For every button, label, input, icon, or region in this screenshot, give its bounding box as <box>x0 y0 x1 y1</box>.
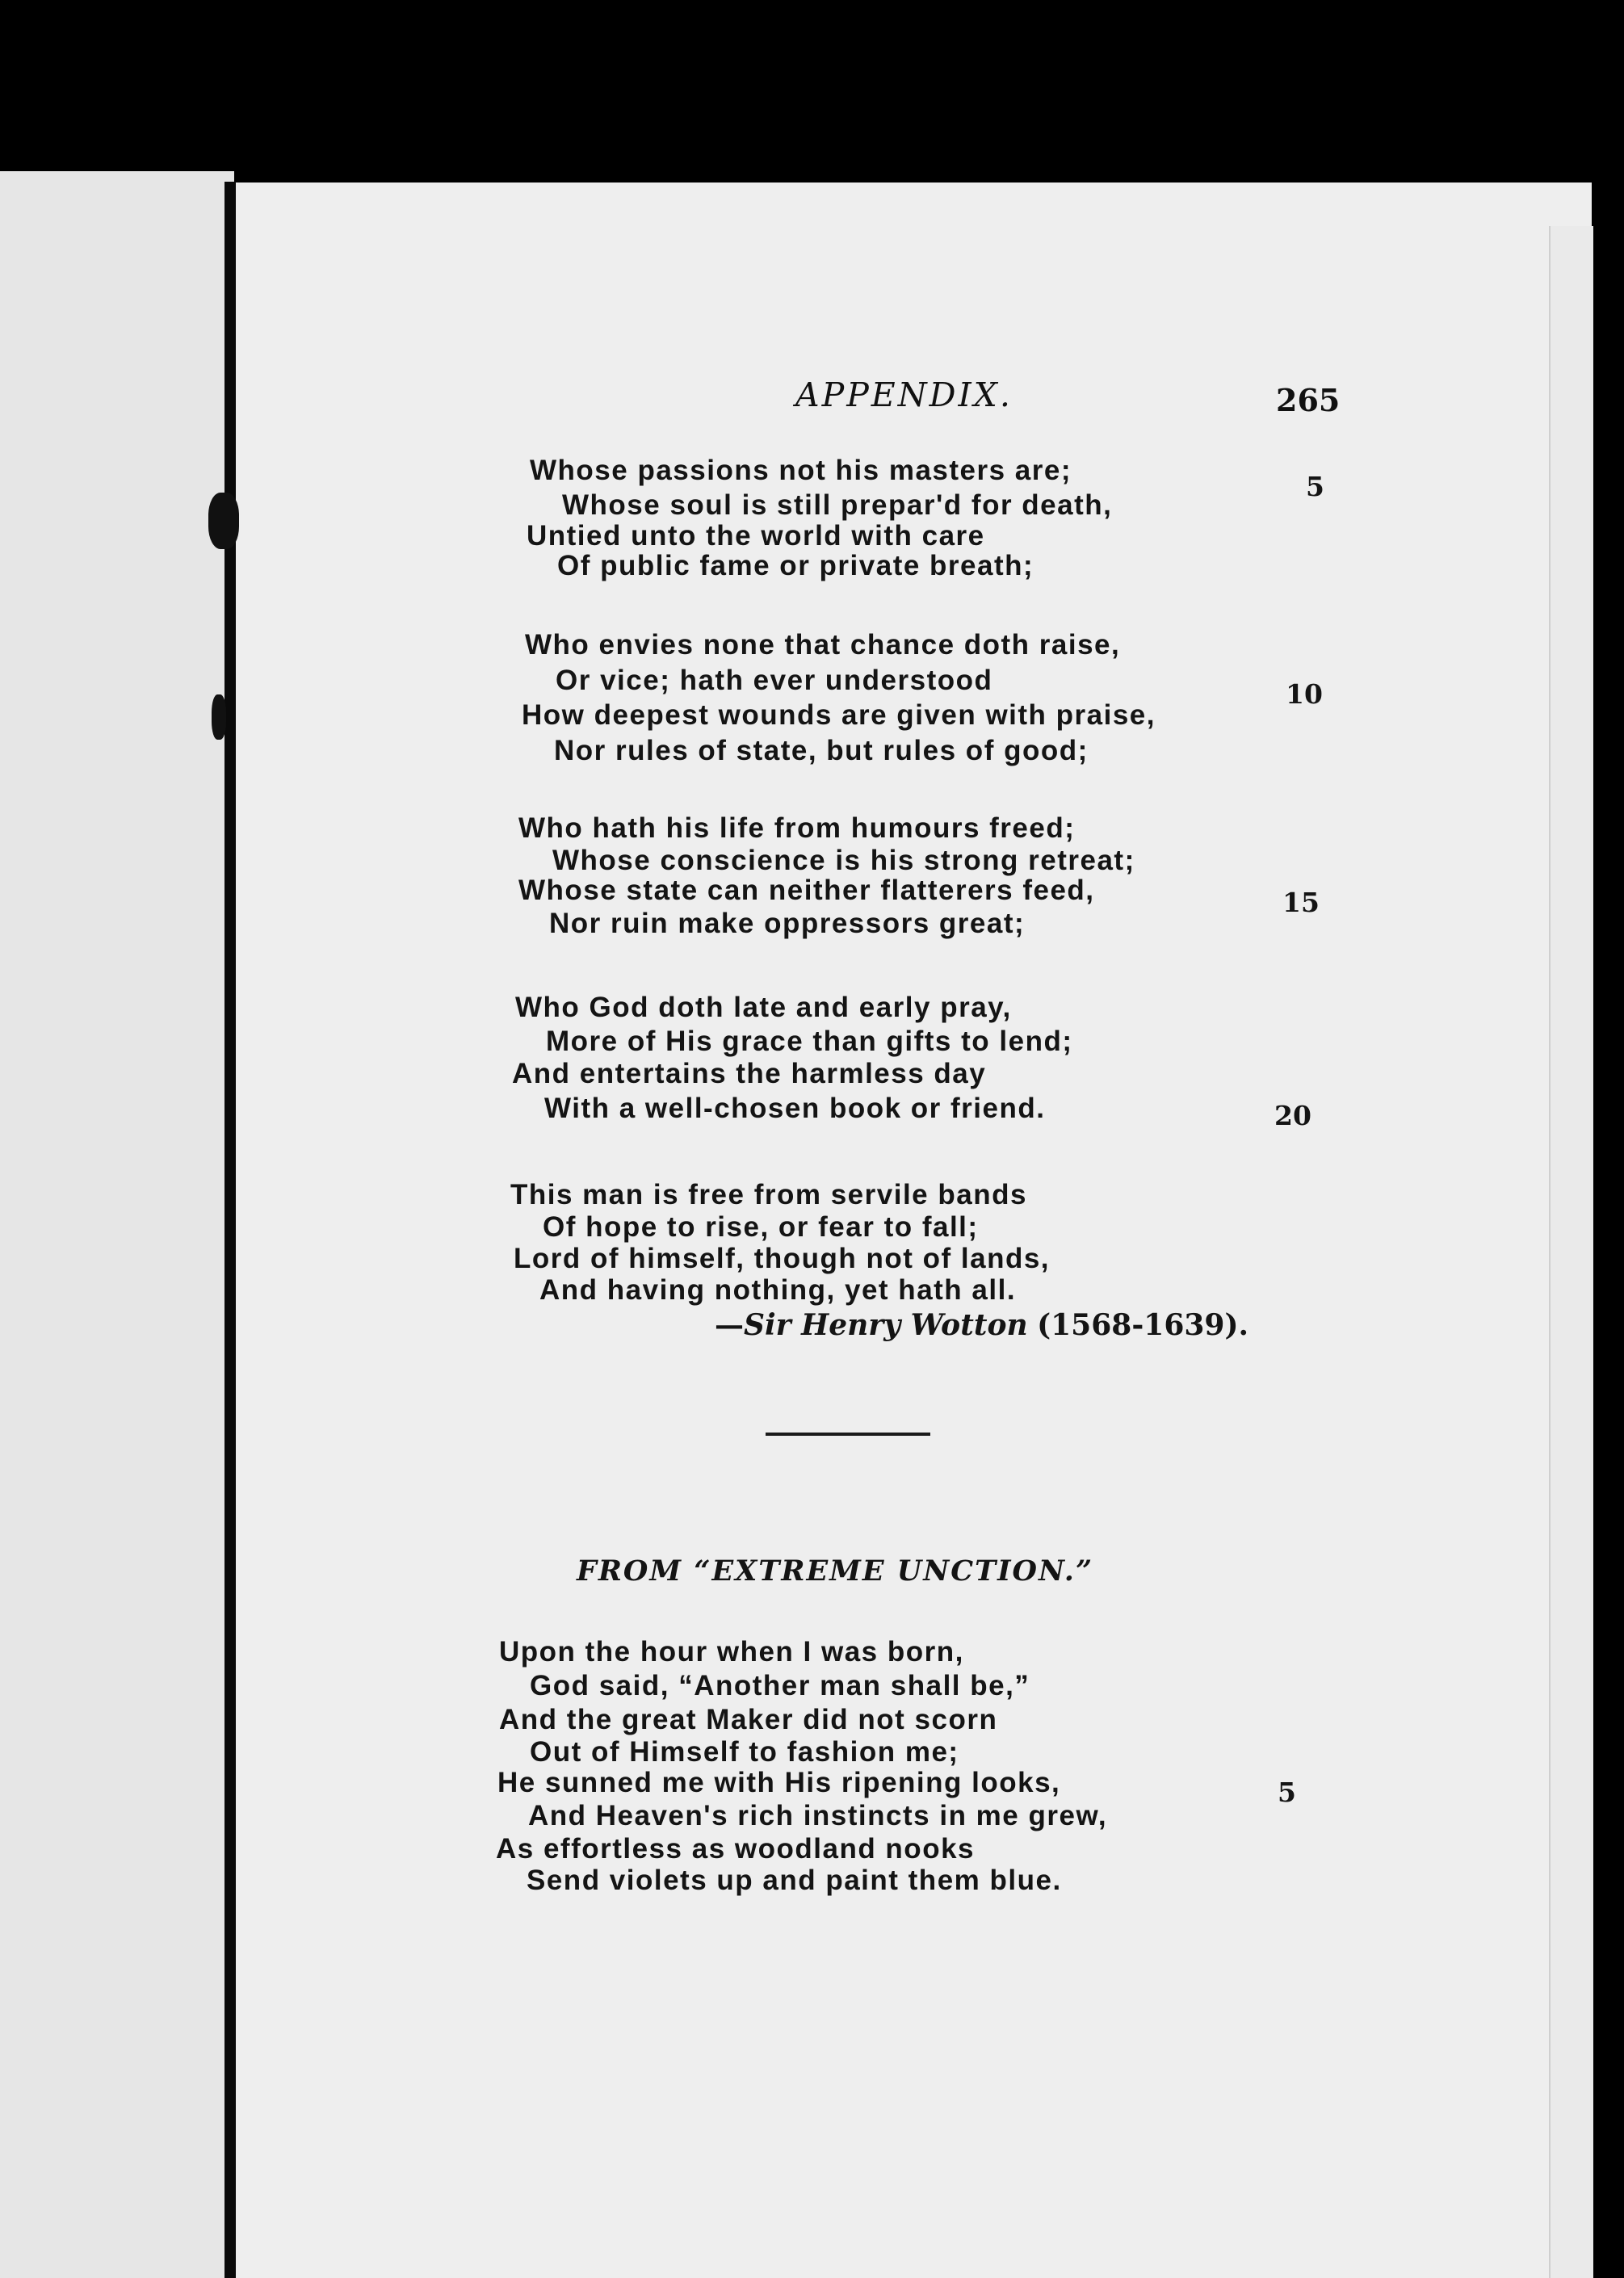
verse-line: Whose passions not his masters are; <box>530 455 1072 486</box>
verse-line: Whose conscience is his strong retreat; <box>552 845 1135 876</box>
verse-line: More of His grace than gifts to lend; <box>546 1026 1073 1057</box>
scan-blot <box>208 493 239 549</box>
verse-line: Lord of himself, though not of lands, <box>514 1243 1051 1274</box>
verse-line: And having nothing, yet hath all. <box>539 1274 1017 1306</box>
verse-line: With a well-chosen book or friend. <box>544 1093 1046 1124</box>
verse-line: Or vice; hath ever understood <box>556 665 993 696</box>
verse-line: And entertains the harmless day <box>512 1058 987 1089</box>
verse-line: Whose soul is still prepar'd for death, <box>562 489 1113 521</box>
verse-line: He sunned me with His ripening looks, <box>497 1767 1061 1798</box>
verse-line: Whose state can neither flatterers feed, <box>518 875 1095 906</box>
attribution-dash: — <box>715 1308 744 1342</box>
verse-line: Of public fame or private breath; <box>557 550 1034 581</box>
verse-line: God said, “Another man shall be,” <box>530 1670 1030 1701</box>
verse-line: Of hope to rise, or fear to fall; <box>543 1211 979 1243</box>
verse-line: How deepest wounds are given with praise, <box>522 699 1156 731</box>
author-dates: (1568-1639). <box>1037 1308 1249 1342</box>
page-number: 265 <box>1276 382 1341 418</box>
line-number: 20 <box>1274 1100 1311 1131</box>
verse-line: Who God doth late and early pray, <box>515 992 1012 1023</box>
line-number: 15 <box>1282 887 1320 918</box>
poem-attribution <box>715 1308 1248 1342</box>
line-number: 10 <box>1286 678 1323 710</box>
page-edge-right <box>1549 226 1593 2278</box>
previous-page-edge <box>0 171 234 2278</box>
author-name: Sir Henry Wotton <box>744 1308 1028 1342</box>
verse-line: Send violets up and paint them blue. <box>527 1865 1062 1896</box>
verse-line: Who hath his life from humours freed; <box>518 812 1076 844</box>
verse-line: Out of Himself to fashion me; <box>530 1736 959 1768</box>
verse-line: Upon the hour when I was born, <box>499 1636 964 1668</box>
verse-line: And Heaven's rich instincts in me grew, <box>528 1800 1108 1831</box>
poem-title: FROM “EXTREME UNCTION.” <box>577 1554 1094 1588</box>
line-number: 5 <box>1278 1777 1296 1808</box>
verse-line: This man is free from servile bands <box>510 1179 1027 1210</box>
verse-line: Who envies none that chance doth raise, <box>525 629 1121 661</box>
line-number: 5 <box>1306 471 1324 502</box>
scan-blot <box>212 694 226 740</box>
section-divider <box>766 1433 930 1436</box>
verse-line: As effortless as woodland nooks <box>496 1833 975 1865</box>
verse-line: Nor ruin make oppressors great; <box>549 908 1026 939</box>
verse-line: Untied unto the world with care <box>527 520 985 552</box>
verse-line: Nor rules of state, but rules of good; <box>554 735 1089 766</box>
running-head: APPENDIX. <box>795 375 1013 414</box>
verse-line: And the great Maker did not scorn <box>499 1704 998 1735</box>
